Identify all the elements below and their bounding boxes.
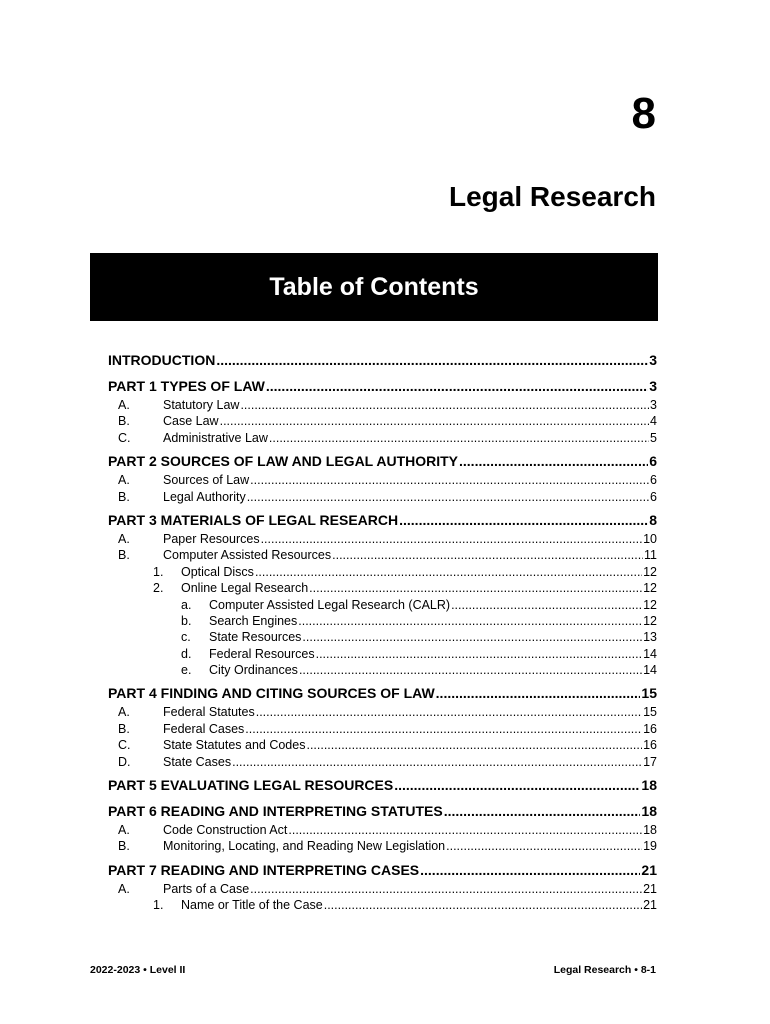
toc-entry-label: [118, 473, 249, 487]
toc-entry[interactable]: [108, 532, 657, 548]
toc-page-number: 15: [641, 685, 657, 702]
toc-entry-label: [118, 431, 268, 445]
toc-page-number: 8: [649, 511, 657, 528]
dot-leader: [220, 414, 649, 428]
toc-page-number: 3: [650, 398, 657, 412]
toc-part-entry[interactable]: [108, 378, 657, 398]
toc-entry[interactable]: [108, 565, 657, 581]
toc-page-number: 3: [649, 378, 657, 394]
toc-page-number: 14: [643, 663, 657, 678]
toc-entry-label: [181, 598, 450, 612]
toc-heading: Table of Contents: [269, 272, 479, 301]
footer-right: Legal Research • 8-1: [553, 964, 656, 976]
toc-page-number: 4: [650, 414, 657, 429]
toc-entry-label: [118, 705, 255, 719]
toc-entry-text: PART 7 READING AND INTERPRETING CASES: [108, 861, 420, 878]
toc-entry[interactable]: [108, 755, 657, 771]
dot-leader: [299, 663, 642, 677]
toc-part-entry[interactable]: [108, 685, 657, 705]
toc-page-number: 14: [643, 646, 657, 661]
toc-entry-label: [118, 738, 305, 752]
dot-leader: [240, 398, 649, 412]
toc-entry-marker: a.: [181, 597, 192, 612]
toc-entry[interactable]: [108, 414, 657, 430]
toc-page-number: 21: [641, 861, 657, 878]
toc-entry-text: Paper Resources: [163, 531, 260, 546]
toc-part-entry[interactable]: [108, 777, 657, 797]
toc-page-number: 17: [643, 754, 657, 769]
toc-entry-text: Statutory Law: [163, 398, 240, 412]
toc-entry-marker: A.: [118, 823, 130, 838]
toc-entry-label: [118, 414, 219, 428]
dot-leader: [245, 722, 642, 736]
toc-entry[interactable]: [108, 647, 657, 663]
dot-leader: [232, 755, 642, 769]
toc-entry[interactable]: [108, 823, 657, 839]
toc-page-number: 10: [643, 531, 657, 546]
toc-entry-label: [118, 490, 246, 504]
toc-entry-label: [118, 882, 249, 896]
dot-leader: [250, 473, 649, 487]
dot-leader: [309, 581, 642, 595]
toc-entry-marker: 1.: [153, 898, 164, 913]
toc-entry-marker: e.: [181, 663, 192, 678]
toc-entry-text: Administrative Law: [163, 430, 268, 445]
dot-leader: [332, 548, 643, 562]
toc-entry[interactable]: [108, 581, 657, 597]
toc-page-number: 6: [650, 473, 657, 488]
toc-entry-marker: A.: [118, 398, 130, 412]
toc-entry-marker: C.: [118, 430, 131, 445]
toc-entry-text: State Statutes and Codes: [163, 738, 306, 753]
toc-entry[interactable]: [108, 548, 657, 564]
toc-entry-label: [118, 839, 445, 853]
dot-leader: [399, 512, 648, 528]
toc-page-number: 18: [641, 803, 657, 820]
toc-page-number: 18: [643, 823, 657, 838]
toc-entry-marker: A.: [118, 531, 130, 546]
toc-entry-text: City Ordinances: [209, 663, 298, 678]
dot-leader: [302, 630, 642, 644]
toc-entry-text: PART 2 SOURCES OF LAW AND LEGAL AUTHORITY: [108, 453, 459, 470]
dot-leader: [250, 882, 642, 896]
toc-entry-text: INTRODUCTION: [108, 352, 216, 368]
toc-entry-text: Federal Statutes: [163, 705, 255, 720]
toc-page-number: 12: [643, 597, 657, 612]
toc-page-number: 12: [643, 564, 657, 579]
dot-leader: [306, 738, 642, 752]
toc-entry-label: [118, 532, 260, 546]
toc-entry[interactable]: [108, 898, 657, 914]
toc-entry-label: [118, 548, 331, 562]
dot-leader: [288, 823, 642, 837]
toc-entry-marker: C.: [118, 738, 131, 753]
dot-leader: [261, 532, 643, 546]
toc-entry-marker: B.: [118, 548, 130, 563]
toc-entry-marker: D.: [118, 754, 131, 769]
toc-page-number: 15: [643, 705, 657, 720]
toc-part-entry[interactable]: [108, 862, 657, 882]
toc-entry-label: [153, 565, 254, 579]
toc-entry-text: PART 3 MATERIALS OF LEGAL RESEARCH: [108, 511, 399, 528]
toc-entry[interactable]: [108, 663, 657, 679]
dot-leader: [459, 453, 648, 469]
dot-leader: [256, 705, 642, 719]
toc-entry-label: [181, 614, 297, 628]
toc-entry-label: [181, 630, 301, 644]
toc-entry-text: PART 1 TYPES OF LAW: [108, 378, 265, 394]
toc-banner: [90, 253, 658, 321]
toc-entry[interactable]: [108, 431, 657, 447]
toc-entry-label: [108, 862, 419, 878]
toc-page-number: 11: [644, 548, 657, 563]
toc-page-number: 21: [643, 881, 657, 896]
chapter-number: 8: [631, 89, 656, 138]
toc-entry-marker: b.: [181, 613, 192, 628]
toc-entry[interactable]: [108, 705, 657, 721]
dot-leader: [446, 839, 642, 853]
toc-page-number: 6: [649, 453, 657, 470]
toc-entry-text: State Cases: [163, 754, 232, 769]
dot-leader: [324, 898, 642, 912]
toc-entry[interactable]: [108, 614, 657, 630]
toc-entry-label: [108, 512, 398, 528]
toc-page-number: 16: [643, 721, 657, 736]
toc-entry[interactable]: [108, 490, 657, 506]
toc-part-entry[interactable]: [108, 803, 657, 823]
toc-part-entry[interactable]: [108, 453, 657, 473]
toc-page-number: 19: [643, 839, 657, 854]
toc-page-number: 16: [643, 738, 657, 753]
toc-entry-marker: B.: [118, 489, 130, 504]
toc-entry-label: [153, 898, 323, 912]
toc-entry-text: Name or Title of the Case: [181, 898, 323, 913]
toc-entry[interactable]: [108, 598, 657, 614]
toc-entry-marker: 2.: [153, 581, 164, 596]
toc-entry[interactable]: [108, 738, 657, 754]
toc-entry-marker: A.: [118, 881, 130, 896]
table-of-contents: [108, 352, 657, 915]
toc-entry-label: [108, 803, 443, 819]
dot-leader: [394, 777, 640, 793]
toc-entry-marker: B.: [118, 839, 130, 854]
toc-entry-text: Computer Assisted Resources: [163, 548, 332, 563]
toc-entry-marker: B.: [118, 721, 130, 736]
toc-entry-label: [118, 823, 287, 837]
toc-entry-marker: c.: [181, 630, 191, 645]
dot-leader: [451, 598, 642, 612]
toc-entry-text: Legal Authority: [163, 489, 246, 504]
toc-entry-label: [108, 777, 393, 793]
toc-page-number: 21: [643, 898, 657, 913]
toc-page-number: 6: [650, 489, 657, 504]
toc-entry-label: [108, 685, 435, 701]
toc-page-number: 12: [643, 581, 657, 596]
toc-entry[interactable]: [108, 722, 657, 738]
toc-entry-label: [118, 722, 244, 736]
toc-entry-text: PART 4 FINDING AND CITING SOURCES OF LAW: [108, 685, 435, 702]
toc-entry-text: Search Engines: [209, 613, 298, 628]
toc-entry-marker: 1.: [153, 564, 164, 579]
toc-page-number: 5: [650, 430, 657, 445]
toc-entry-text: Federal Cases: [163, 721, 245, 736]
toc-entry-label: [181, 663, 298, 677]
toc-entry[interactable]: [108, 398, 657, 414]
dot-leader: [420, 862, 640, 878]
toc-entry[interactable]: [108, 473, 657, 489]
toc-entry-marker: A.: [118, 473, 130, 488]
toc-entry-text: Federal Resources: [209, 646, 315, 661]
toc-entry-label: [108, 453, 458, 469]
dot-leader: [298, 614, 642, 628]
dot-leader: [444, 803, 641, 819]
toc-entry[interactable]: [108, 882, 657, 898]
toc-page-number: 12: [643, 613, 657, 628]
toc-entry-text: Optical Discs: [181, 564, 254, 579]
toc-page-number: 13: [643, 630, 657, 645]
toc-entry-text: PART 6 READING AND INTERPRETING STATUTES: [108, 803, 443, 820]
toc-part-entry[interactable]: [108, 512, 657, 532]
toc-entry-text: Online Legal Research: [181, 581, 309, 596]
toc-entry-marker: d.: [181, 646, 192, 661]
toc-entry-label: [108, 352, 215, 368]
toc-entry-text: Case Law: [163, 414, 219, 429]
chapter-title: Legal Research: [449, 181, 656, 212]
toc-entry-label: [118, 755, 231, 769]
toc-entry-label: [181, 647, 315, 661]
toc-entry-label: [108, 378, 265, 394]
toc-entry[interactable]: [108, 630, 657, 646]
toc-entry-marker: B.: [118, 414, 130, 429]
dot-leader: [255, 565, 642, 579]
toc-entry-text: Sources of Law: [163, 473, 250, 488]
toc-entry-text: Parts of a Case: [163, 881, 250, 896]
toc-page-number: 3: [649, 352, 657, 368]
toc-entry-label: [118, 398, 239, 412]
toc-entry-text: Code Construction Act: [163, 823, 288, 838]
toc-entry-text: State Resources: [209, 630, 302, 645]
dot-leader: [266, 378, 648, 394]
dot-leader: [269, 431, 649, 445]
toc-entry-label: [153, 581, 308, 595]
dot-leader: [316, 647, 642, 661]
dot-leader: [247, 490, 649, 504]
toc-page-number: 18: [641, 777, 657, 794]
toc-entry-text: Computer Assisted Legal Research (CALR): [209, 597, 451, 612]
toc-entry-text: PART 5 EVALUATING LEGAL RESOURCES: [108, 777, 394, 794]
toc-entry-text: Monitoring, Locating, and Reading New Legislation: [163, 839, 446, 854]
toc-entry-marker: A.: [118, 705, 130, 720]
dot-leader: [216, 352, 648, 368]
dot-leader: [436, 685, 641, 701]
toc-entry[interactable]: [108, 839, 657, 855]
footer-left: 2022-2023 • Level II: [90, 964, 186, 976]
toc-part-entry[interactable]: [108, 352, 657, 372]
